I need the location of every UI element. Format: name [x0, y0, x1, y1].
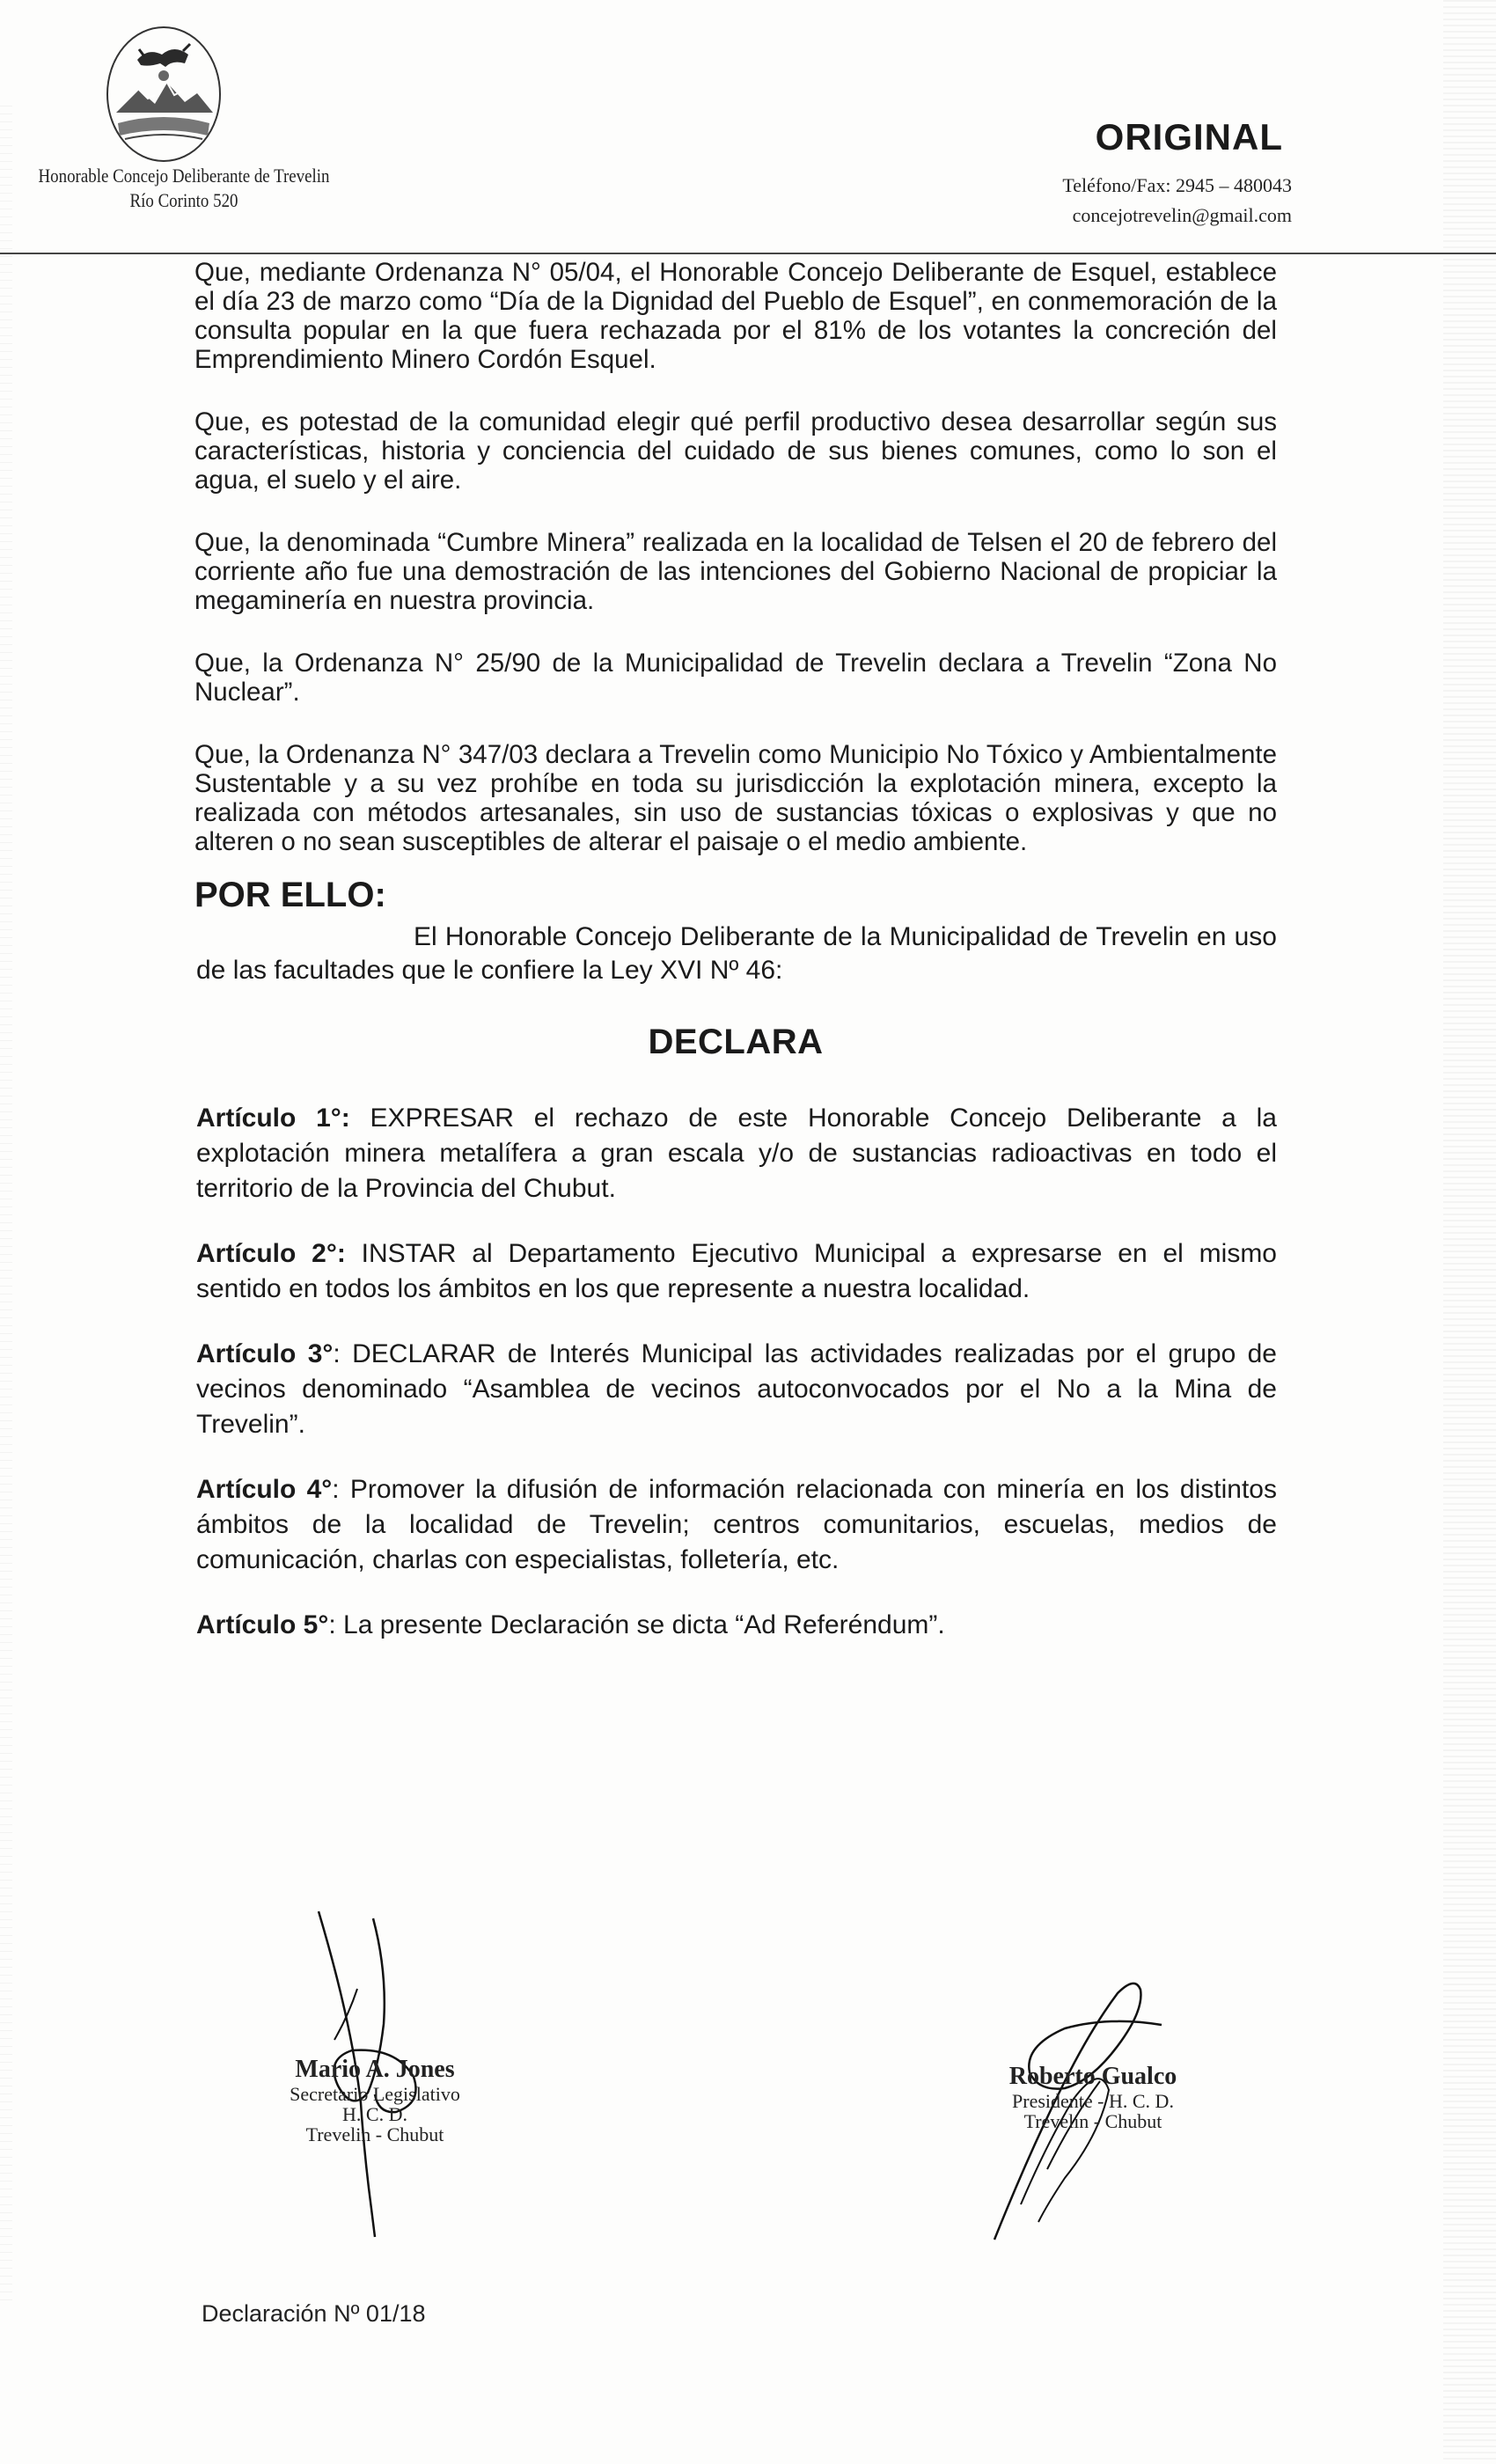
phone-fax: Teléfono/Fax: 2945 – 480043 — [1062, 174, 1292, 196]
article-1 — [196, 1101, 1277, 1206]
declaration-number: Declaración Nº 01/18 — [202, 2300, 426, 2327]
original-stamp: ORIGINAL — [1095, 116, 1283, 158]
signer-name: Mario A. Jones — [295, 2056, 455, 2083]
organization-name: Honorable Concejo Deliberante de Trevelin — [38, 165, 330, 187]
por-ello-heading: POR ELLO: — [194, 876, 386, 914]
article-label: Artículo 1°: — [196, 1104, 350, 1133]
article-label: Artículo 5° — [196, 1610, 329, 1639]
article-label: Artículo 4° — [196, 1475, 333, 1504]
article-text: : La presente Declaración se dicta “Ad Referéndum”. — [328, 1610, 945, 1639]
council-emblem-icon — [104, 25, 224, 164]
organization-address: Río Corinto 520 — [129, 189, 238, 211]
considerando-paragraph: Que, la denominada “Cumbre Minera” realizada en la localidad de Telsen el 20 de febrero del corriente año fue una demostración de las intenciones del Gobierno Nacional de propiciar la megaminería en nuestra provincia. — [194, 528, 1277, 615]
header-divider — [0, 253, 1496, 254]
considerando-paragraph: Que, mediante Ordenanza N° 05/04, el Honorable Concejo Deliberante de Esquel, establece el día 23 de marzo como “Día de la Dignidad del Pueblo de Esquel”, en conmemoración de la consulta popular en la que fuera rechazada por el 81% de los votantes la concreción del Emprendimiento Minero Cordón Esquel. — [194, 258, 1277, 374]
considerando-paragraph: Que, es potestad de la comunidad elegir qué perfil productivo desea desarrollar según sus características, historia y conciencia del cuidado de sus bienes comunes, como lo son el agua, el suelo y el aire. — [194, 407, 1277, 495]
signer-title: Secretario Legislativo — [290, 2083, 460, 2105]
scan-edge-noise — [1443, 0, 1496, 2464]
article-2 — [196, 1236, 1277, 1307]
article-5 — [196, 1608, 1277, 1643]
signature-block-left — [260, 2056, 489, 2145]
email-address: concejotrevelin@gmail.com — [1072, 204, 1292, 226]
article-text: : DECLARAR de Interés Municipal las actividades realizadas por el grupo de vecinos denominado “Asamblea de vecinos autoconvocados por el No a la Mina de Trevelin”. — [196, 1339, 1277, 1439]
signer-title: Presidente - H. C. D. — [1012, 2090, 1174, 2112]
signer-body: H. C. D. — [342, 2103, 407, 2125]
article-4 — [196, 1472, 1277, 1578]
signer-name: Roberto Gualco — [1008, 2063, 1177, 2090]
scan-edge-noise-left — [0, 106, 12, 2306]
signer-place: Trevelin - Chubut — [305, 2123, 444, 2145]
signer-place: Trevelin - Chubut — [1023, 2110, 1162, 2132]
document-body — [194, 258, 1277, 1673]
signature-block-right — [970, 2063, 1216, 2131]
article-text: EXPRESAR el rechazo de este Honorable Concejo Deliberante a la explotación minera metalífera a gran escala y/o de sustancias radioactivas en todo el territorio de la Provincia del Chubut. — [196, 1104, 1277, 1203]
article-3 — [196, 1337, 1277, 1442]
article-text: : Promover la difusión de información relacionada con minería en los distintos ámbitos de la localidad de Trevelin; centros comunitarios, escuelas, medios de comunicación, charlas con especialistas, folletería, etc. — [196, 1475, 1277, 1574]
article-label: Artículo 3° — [196, 1339, 334, 1368]
resolution-intro: El Honorable Concejo Deliberante de la Municipalidad de Trevelin en uso de las facultades que le confiere la Ley XVI Nº 46: — [196, 922, 1277, 985]
considerando-paragraph: Que, la Ordenanza N° 25/90 de la Municipalidad de Trevelin declara a Trevelin “Zona No Nuclear”. — [194, 649, 1277, 707]
considerando-paragraph: Que, la Ordenanza N° 347/03 declara a Trevelin como Municipio No Tóxico y Ambientalmente Sustentable y a su vez prohíbe en toda su jurisdicción la explotación minera, excepto la realizada con métodos artesanales, sin uso de sustancias tóxicas o explosivas y que no alteren o no sean susceptibles de alterar el paisaje o el medio ambiente. — [194, 740, 1277, 856]
article-text: INSTAR al Departamento Ejecutivo Municipal a expresarse en el mismo sentido en todos los ámbitos en los que represente a nuestra localidad. — [196, 1239, 1277, 1303]
declara-heading: DECLARA — [648, 1023, 824, 1061]
article-label: Artículo 2°: — [196, 1239, 346, 1268]
